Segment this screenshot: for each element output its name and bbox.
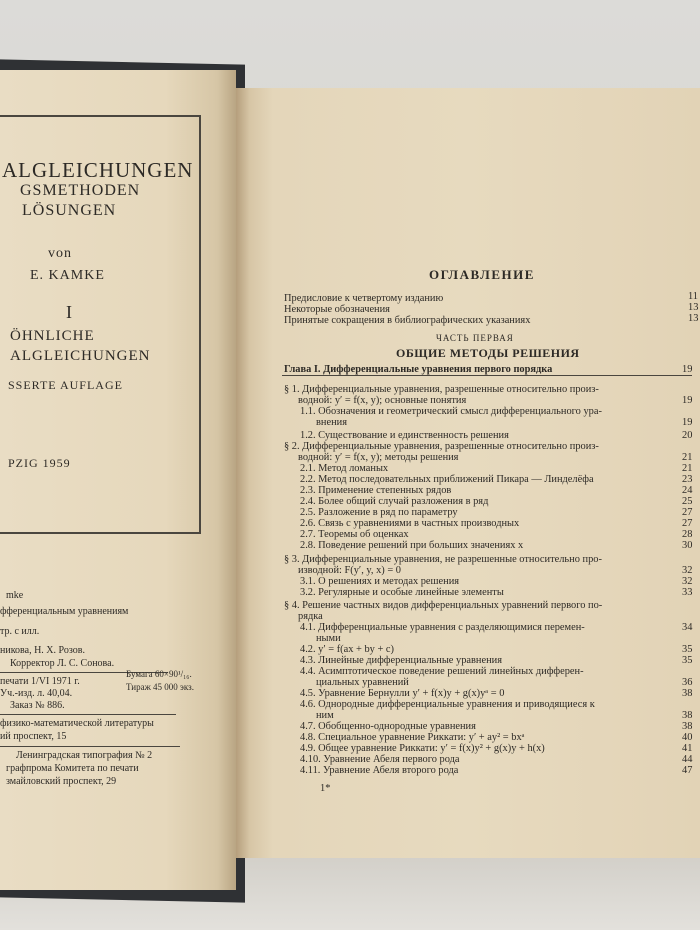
signature-mark: 1* bbox=[320, 783, 331, 794]
toc-entry-label: 4.1. Дифференциальные уравнения с разделяющимися перемен- bbox=[300, 622, 585, 633]
toc-page-number: 28 bbox=[682, 529, 693, 540]
toc-entry-label: водной: y′ = f(x, y); основные понятия bbox=[298, 395, 467, 406]
toc-entry-label: водной: y′ = f(x, y); методы решения bbox=[298, 452, 459, 463]
toc-page-number: 19 bbox=[682, 395, 693, 406]
toc-entry-label: изводной: F(y′, y, x) = 0 bbox=[298, 565, 402, 576]
toc-entry-label: 4.8. Специальное уравнение Риккати: y′ + ay² = bxᵃ bbox=[300, 732, 525, 743]
toc-page-number: 36 bbox=[682, 677, 693, 688]
toc-page-number: 27 bbox=[682, 518, 693, 529]
imprint-rule bbox=[0, 714, 176, 715]
toc-page-number: 24 bbox=[682, 485, 693, 496]
imprint-line: графпрома Комитета по печати bbox=[6, 763, 139, 774]
toc-entry-label: 1.1. Обозначения и геометрический смысл дифференциального ура- bbox=[300, 406, 602, 417]
imprint-line: Тираж 45 000 экз. bbox=[126, 682, 194, 692]
toc-entry-label: 2.2. Метод последовательных приближений Пикара — Линделёфа bbox=[300, 474, 594, 485]
toc-entry-label: 4.4. Асимптотическое поведение решений линейных дифферен- bbox=[300, 666, 584, 677]
toc-page-number: 11 bbox=[688, 291, 699, 302]
toc-page-number: 44 bbox=[682, 754, 693, 765]
toc-entry-label: 2.5. Разложение в ряд по параметру bbox=[300, 507, 458, 518]
imprint-line: Ленинградская типография № 2 bbox=[16, 750, 153, 761]
title-line-1: ALGLEICHUNGEN bbox=[2, 158, 194, 182]
toc-entry-label: 2.3. Применение степенных рядов bbox=[300, 485, 452, 496]
toc-page-number: 21 bbox=[682, 463, 693, 474]
toc-page-number: 30 bbox=[682, 540, 693, 551]
chapter-rule bbox=[282, 375, 692, 376]
toc-page-number: 33 bbox=[682, 587, 693, 598]
toc-entry bbox=[300, 765, 458, 777]
imprint-line: Уч.-изд. л. 40,04. bbox=[0, 688, 73, 699]
toc-entry-label: 2.8. Поведение решений при больших значениях x bbox=[300, 540, 524, 551]
toc-entry-label: § 3. Дифференциальные уравнения, не разрешенные относительно про- bbox=[284, 554, 602, 565]
author-name: E. KAMKE bbox=[30, 268, 105, 283]
toc-entry-label: 4.5. Уравнение Бернулли y′ + f(x)y + g(x)yᵃ = 0 bbox=[300, 688, 505, 699]
volume-line-1: ÖHNLICHE bbox=[10, 328, 95, 344]
imprint-line: Бумага 60×90¹/₁₆. bbox=[126, 669, 192, 679]
imprint-line: Заказ № 886. bbox=[10, 700, 65, 711]
toc-entry-label: 4.11. Уравнение Абеля второго рода bbox=[300, 765, 459, 776]
toc-page-number: 20 bbox=[682, 430, 693, 441]
title-line-2: GSMETHODEN bbox=[20, 182, 141, 199]
imprint-line: печати 1/VI 1971 г. bbox=[0, 676, 80, 687]
toc-entry-label: § 4. Решение частных видов дифференциальных уравнений первого по- bbox=[284, 600, 603, 611]
toc-page-number: 19 bbox=[682, 364, 693, 375]
toc-page-number: 19 bbox=[682, 417, 693, 428]
imprint-line: никова, Н. Х. Розов. bbox=[0, 645, 85, 656]
toc-entry-label: 2.6. Связь с уравнениями в частных производных bbox=[300, 518, 520, 529]
toc-entry-label: § 2. Дифференциальные уравнения, разрешенные относительно произ- bbox=[284, 441, 599, 452]
imprint-line: фференциальным уравнениям bbox=[0, 606, 129, 617]
toc-entry-label: рядка bbox=[298, 611, 323, 622]
part-title: ОБЩИЕ МЕТОДЫ РЕШЕНИЯ bbox=[396, 346, 580, 360]
imprint-line: тр. с илл. bbox=[0, 626, 40, 637]
toc-page-number: 32 bbox=[682, 565, 693, 576]
toc-entry bbox=[300, 699, 595, 711]
toc-entry-label: § 1. Дифференциальные уравнения, разрешенные относительно произ- bbox=[284, 384, 599, 395]
toc-entry-label: ными bbox=[316, 633, 341, 644]
toc-page-number: 35 bbox=[682, 655, 693, 666]
toc-entry-label: циальных уравнений bbox=[316, 677, 409, 688]
chapter-title: Глава I. Дифференциальные уравнения первого порядка bbox=[284, 364, 553, 375]
toc-page-number: 32 bbox=[682, 576, 693, 587]
toc-title: ОГЛАВЛЕНИЕ bbox=[429, 267, 535, 282]
toc-entry-label: 2.7. Теоремы об оценках bbox=[300, 529, 409, 540]
toc-entry-label: 2.4. Более общий случай разложения в ряд bbox=[300, 496, 489, 507]
toc-entry bbox=[300, 587, 504, 599]
toc-entry-label: 2.1. Метод ломаных bbox=[300, 463, 389, 474]
toc-entry-label: 3.1. О решениях и методах решения bbox=[300, 576, 460, 587]
toc-entry-label: Принятые сокращения в библиографических указаниях bbox=[284, 315, 531, 326]
edition-label: SSERTE AUFLAGE bbox=[8, 378, 123, 392]
place-year: PZIG 1959 bbox=[8, 456, 71, 470]
toc-entry-label: 4.9. Общее уравнение Риккати: y′ = f(x)y² + g(x)y + h(x) bbox=[300, 743, 545, 754]
toc-page-number: 38 bbox=[682, 721, 693, 732]
volume-number: I bbox=[66, 302, 73, 322]
toc-page-number: 41 bbox=[682, 743, 693, 754]
left-page bbox=[0, 70, 236, 890]
toc-entry-label: 4.10. Уравнение Абеля первого рода bbox=[300, 754, 460, 765]
toc-page-number: 13 bbox=[688, 313, 699, 324]
imprint-line: физико-математической литературы bbox=[0, 718, 154, 729]
toc-entry-label: 4.2. y′ = f(ax + by + c) bbox=[300, 644, 395, 655]
toc-entry-label: 3.2. Регулярные и особые линейные элементы bbox=[300, 587, 504, 598]
toc-page-number: 34 bbox=[682, 622, 693, 633]
imprint-line: ий проспект, 15 bbox=[0, 731, 67, 742]
toc-front-entry bbox=[284, 315, 530, 327]
toc-page-number: 47 bbox=[682, 765, 693, 776]
imprint-rule bbox=[0, 746, 180, 747]
toc-entry-label: 4.6. Однородные дифференциальные уравнения и приводящиеся к bbox=[300, 699, 595, 710]
toc-page-number: 23 bbox=[682, 474, 693, 485]
toc-page-number: 38 bbox=[682, 710, 693, 721]
toc-entry bbox=[316, 417, 347, 429]
part-label: ЧАСТЬ ПЕРВАЯ bbox=[436, 333, 514, 343]
toc-entry-label: Предисловие к четвертому изданию bbox=[284, 293, 444, 304]
toc-entry-label: 1.2. Существование и единственность решения bbox=[300, 430, 509, 441]
imprint-line: Корректор Л. С. Сонова. bbox=[10, 658, 115, 669]
title-line-3: LÖSUNGEN bbox=[22, 202, 117, 219]
toc-page-number: 25 bbox=[682, 496, 693, 507]
toc-page-number: 27 bbox=[682, 507, 693, 518]
toc-entry-label: 4.7. Обобщенно-однородные уравнения bbox=[300, 721, 476, 732]
toc-entry bbox=[300, 540, 523, 552]
imprint-line: mke bbox=[6, 590, 24, 601]
toc-entry-label: ним bbox=[316, 710, 334, 721]
toc-page-number: 40 bbox=[682, 732, 693, 743]
toc-page-number: 21 bbox=[682, 452, 693, 463]
toc-entry-label: 4.3. Линейные дифференциальные уравнения bbox=[300, 655, 502, 666]
imprint-line: змайловский проспект, 29 bbox=[6, 776, 117, 787]
right-page-contents bbox=[236, 88, 700, 858]
toc-entry-label: внения bbox=[316, 417, 347, 428]
toc-page-number: 13 bbox=[688, 302, 699, 313]
by-label: von bbox=[48, 246, 72, 261]
toc-entry-label: Некоторые обозначения bbox=[284, 304, 390, 315]
volume-line-2: ALGLEICHUNGEN bbox=[10, 348, 151, 364]
toc-entry bbox=[300, 622, 585, 634]
toc-page-number: 35 bbox=[682, 644, 693, 655]
toc-entry bbox=[284, 600, 602, 612]
toc-page-number: 38 bbox=[682, 688, 693, 699]
